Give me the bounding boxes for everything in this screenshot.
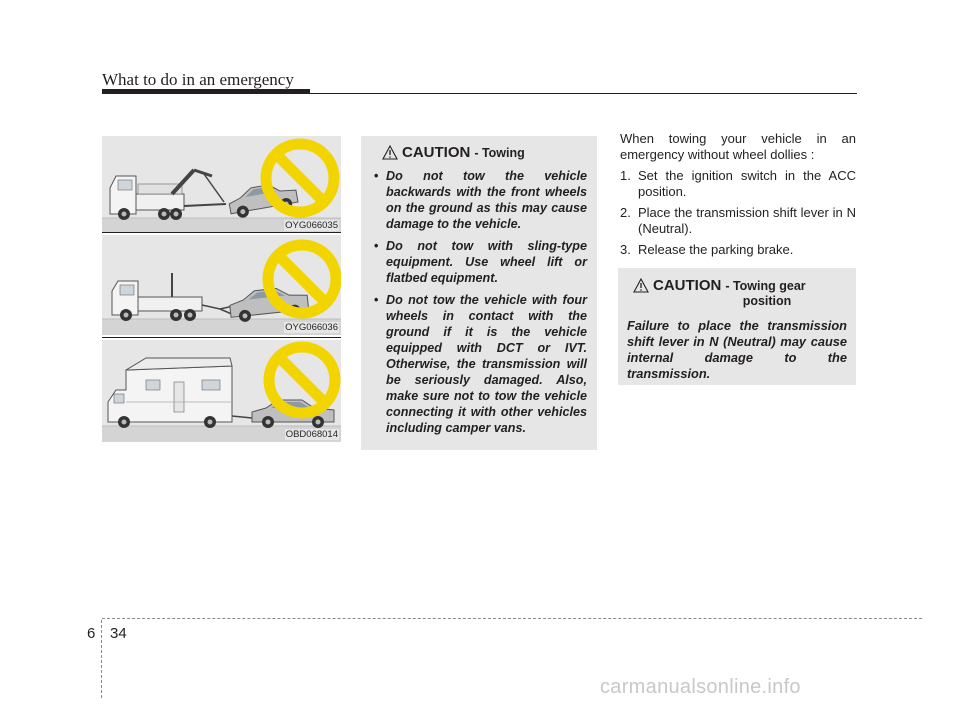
caution-bullet: • Do not tow the vehicle backwards with the front wheels on the ground as this may cause damage to the vehicle. <box>374 168 587 232</box>
prohibition-sign-icon <box>266 144 334 212</box>
step-text: Place the transmission shift lever in N (Neutral). <box>638 205 856 236</box>
caution-gear-box <box>618 268 856 385</box>
instruction-step <box>620 242 856 258</box>
page-number: 34 <box>110 625 127 642</box>
caution-towing-box <box>361 136 597 450</box>
figure-separator <box>102 337 341 338</box>
header-rule-thin <box>102 93 857 94</box>
caution-heading <box>633 277 847 294</box>
step-text: Set the ignition switch in the ACC position. <box>638 168 856 199</box>
instruction-step <box>620 205 856 237</box>
instruction-step <box>620 168 856 200</box>
step-number: 3. <box>620 242 631 257</box>
caution-gear-text: Failure to place the transmission shift lever in N (Neutral) may cause internal damage to the transmission. <box>627 318 847 381</box>
towing-instructions <box>620 131 856 263</box>
warning-triangle-icon <box>382 145 398 160</box>
chapter-number: 6 <box>87 625 96 642</box>
watermark: carmanualsonline.info <box>600 676 801 698</box>
warning-triangle-icon <box>633 278 649 293</box>
sling-type-tow-prohibited-illustration <box>102 235 341 335</box>
caution-heading <box>382 144 587 161</box>
flat-tow-behind-camper-prohibited-illustration <box>102 340 341 442</box>
page-header-title: What to do in an emergency <box>102 70 294 89</box>
step-number: 1. <box>620 168 631 183</box>
caution-subtitle: - Towing <box>474 145 525 160</box>
caution-label: CAUTION <box>402 144 471 161</box>
figure-code: OBD068014 <box>285 429 338 440</box>
caution-bullet: • Do not tow with sling-type equipment. Use wheel lift or flatbed equipment. <box>374 238 587 286</box>
figure-code: OYG066035 <box>285 220 338 231</box>
footer-dashed-divider <box>101 620 102 698</box>
figure-code: OYG066036 <box>285 322 338 333</box>
instructions-intro: When towing your vehicle in an emergency without wheel dollies : <box>620 131 856 162</box>
tow-truck-front-wheels-prohibited-illustration <box>102 136 341 233</box>
step-number: 2. <box>620 205 631 220</box>
figure-separator <box>102 232 341 233</box>
step-text: Release the parking brake. <box>638 242 794 257</box>
caution-bullet: • Do not tow the vehicle with four wheels in contact with the ground if it is the vehicle equipped with DCT or IVT. Otherwise, the transmission will be seriously damaged. Also, make sure not to tow the vehicle connecting it with other vehicles including camper vans. <box>374 292 587 436</box>
caution-subtitle: - Towing gear <box>725 278 806 293</box>
footer-dashed-rule <box>102 618 922 619</box>
caution-subtitle-cont: position <box>742 294 792 308</box>
caution-label: CAUTION <box>653 277 722 294</box>
